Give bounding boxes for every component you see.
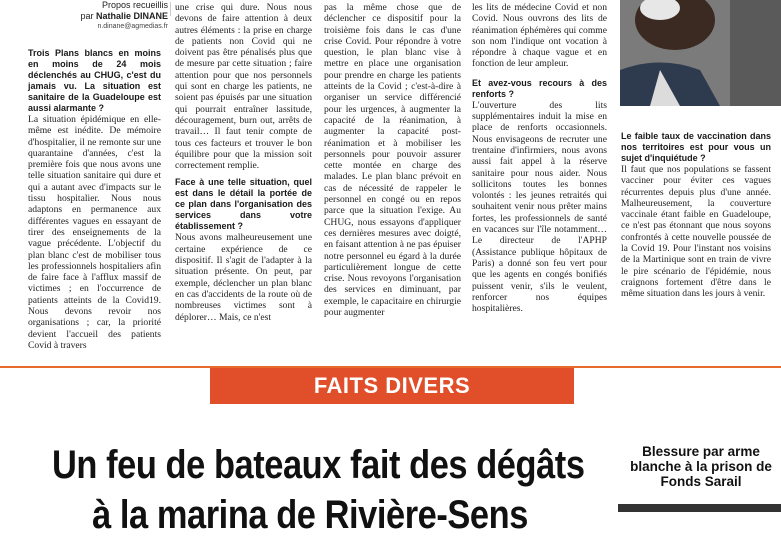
interview-answer-1-cont: une crise qui dure. Nous nous devons de faire attention à deux autres éléments : la prise en charge de patients non Covid qui ne doivent pas être pénalisés plus que de mesure par cette situation ; faire attention pour que nos personnels qui sont en charge les patients, ne soient pas épuisés par une situation qui pourrait entraîner lassitude, découragement, burn out, arrêts de travail… Il faut tenir compte de tous ces facteurs et trouver le bon équilibre pour que la mission soit correctement remplie. xyxy=(175,2,312,172)
byline-author-line xyxy=(58,11,168,22)
interview-question-1: Trois Plans blancs en moins en moins de 24 mois déclenchés au CHUG, c'est du jamais vu. La situation est sanitaire de la Guadeloupe est aussi alarmante ? xyxy=(28,48,161,113)
portrait-photo xyxy=(620,0,781,106)
headline-line-2: à la marina de Rivière-Sens xyxy=(92,493,528,537)
headline-line-1: Un feu de bateaux fait des dégâts xyxy=(52,443,585,487)
interview-question-3: Et avez-vous recours à des renforts ? xyxy=(472,77,607,99)
byline xyxy=(58,0,168,32)
portrait-illustration xyxy=(620,0,781,106)
byline-intro: Propos recueillis xyxy=(101,0,168,10)
interview-answer-1: La situation épidémique en elle-même est inédite. De mémoire d'hospitalier, il ne remonte sur une quarantaine d'années, c'est la première fois que nous avons une telle situation sanitaire qui dure et qui a autant avec d'impacts sur le tissu hospitalier. Nous nous adaptons en permanence aux différentes vagues en essayant de tirer des enseignements de la vague précédente. L'objectif du plan blanc c'est de mobiliser tous les professionnels hospitaliers afin de faire face à l'afflux massif de victimes ; en l'occurrence de patients atteints de la Covid19. Nous devons revoir nos organisations ; car, la priorité devient l'accueil des patients Covid à travers xyxy=(28,114,161,351)
side-headline: Blessure par arme blanche à la prison de Fonds Sarail xyxy=(630,444,772,489)
main-headline xyxy=(52,440,585,540)
interview-answer-2-end: les lits de médecine Covid et non Covid. Nous ouvrons des lits de réanimation éphémères qui comme son nom l'indique ont vocation à répondre à chaque vague et en fonction de leur ampleur. xyxy=(472,2,607,70)
byline-email: n.dinane@agmedias.fr xyxy=(97,23,168,30)
byline-prefix: par xyxy=(80,11,96,21)
section-banner: FAITS DIVERS xyxy=(210,368,574,404)
interview-question-2: Face à une telle situation, quel est dans le détail la portée de ce plan dans l'organisation des services dans votre établissement ? xyxy=(175,177,312,232)
interview-answer-4: Il faut que nos populations se fassent vacciner pour éviter ces vagues récurrentes depuis plus d'une année. Malheureusement, la couverture vaccinale étant faible en Guadeloupe, ce n'est pas étonnant que nous soyons confrontés à cette nouvelle poussée de la Covid 19. Pour l'instant nos voisins de la Martinique sont en train de vivre le pire scénario de l'épidémie, nous craignons fortement d'être dans le même situation dans les jours à venir. xyxy=(621,164,771,300)
interview-answer-3: L'ouverture des lits supplémentaires induit la mise en place de renforts occasionnels. Nous envisageons de recruter une trentaine d'infirmiers, nous avons aussi fait appel à la réserve sanitaire pour nous aider. Nous sollicitons toutes les bonnes volontés : les jeunes retraités qui souhaitent venir nous prêter mains fortes, les professionnels de santé en vacances sur l'île notamment… Le directeur de l'APHP (Assistance publique hôpitaux de Paris) a donné son feu vert pour que les agents en congés bonifiés puissent venir, s'ils le veulent, renforcer nos équipes hospitalières. xyxy=(472,99,607,315)
byline-divider xyxy=(170,2,171,16)
article-column-5 xyxy=(621,131,771,300)
article-column-1 xyxy=(28,48,161,351)
interview-answer-2-cont: pas la même chose que de déclencher ce dispositif pour la troisième fois dans le cas d'une crise Covid. Pour répondre à votre question, le plan blanc vise à mettre en place une organisation pour prendre en charge les patients atteints de la Covid ; c'est-à-dire à organiser un service différencié pour les urgences, à augmenter la capacité de la réanimation, à augmenter la capacité post-réanimation et à mobiliser les personnels pour pouvoir assurer cette montée en charge des malades. Le plan blanc prévoit en cas de nécessité de rappeler le personnel en congé ou en repos parce que la situation l'exige. Au CHUG, nous essayons d'appliquer ces dernières mesures avec doigté, en faisant attention à ne pas épuiser notre personnel eu égard à la durée particulièrement longue de cette crise. Nous revoyons l'organisation des services en diminuant, par exemple, le capacitaire en chirurgie pour augmenter xyxy=(324,2,461,319)
side-photo-strip xyxy=(618,504,781,512)
article-column-4 xyxy=(472,2,607,314)
article-column-3 xyxy=(324,2,461,318)
byline-author: Nathalie DINANE xyxy=(95,11,168,21)
article-column-2 xyxy=(175,2,312,323)
interview-question-4: Le faible taux de vaccination dans nos territoires est pour vous un sujet d'inquiétude ? xyxy=(621,131,771,163)
interview-answer-2: Nous avons malheureusement une certaine expérience de ce dispositif. Il s'agit de l'adapter à la situation présente. On peut, par exemple, déclencher un plan blanc en cas d'accidents de la route où de nombreuses victimes sont à déplorer… Mais, ce n'est xyxy=(175,232,312,323)
